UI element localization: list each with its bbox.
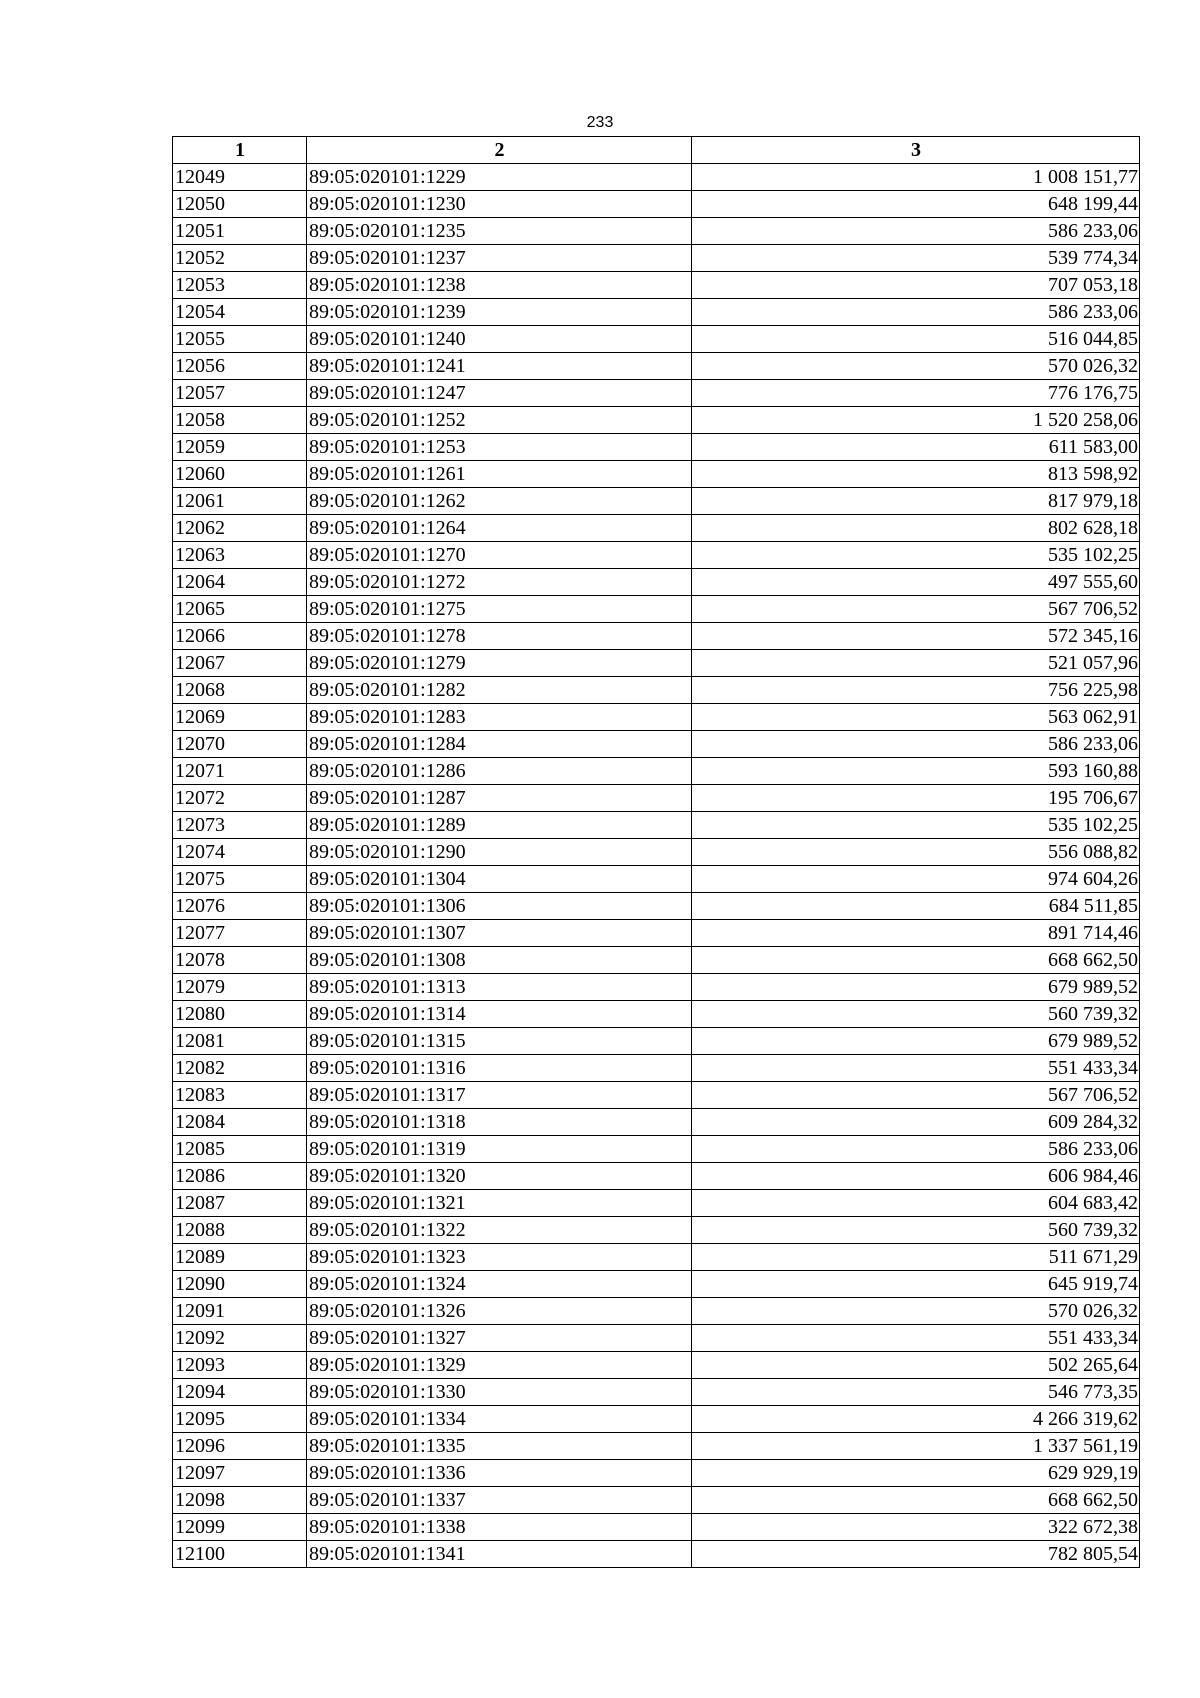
cadastral-number-cell: 89:05:020101:1289 bbox=[307, 812, 692, 839]
cadastral-value-cell: 563 062,91 bbox=[692, 704, 1140, 731]
row-number-cell: 12085 bbox=[173, 1136, 307, 1163]
cadastral-value-cell: 891 714,46 bbox=[692, 920, 1140, 947]
cadastral-value-cell: 782 805,54 bbox=[692, 1541, 1140, 1568]
cadastral-value-cell: 539 774,34 bbox=[692, 245, 1140, 272]
cadastral-value-cell: 556 088,82 bbox=[692, 839, 1140, 866]
table-row bbox=[173, 191, 1140, 218]
cadastral-value-cell: 606 984,46 bbox=[692, 1163, 1140, 1190]
table-row bbox=[173, 218, 1140, 245]
cadastral-value-cell: 684 511,85 bbox=[692, 893, 1140, 920]
table-header bbox=[173, 137, 1140, 164]
table-row bbox=[173, 731, 1140, 758]
cadastral-value-cell: 679 989,52 bbox=[692, 1028, 1140, 1055]
table-row bbox=[173, 758, 1140, 785]
cadastral-value-cell: 551 433,34 bbox=[692, 1325, 1140, 1352]
cadastral-number-cell: 89:05:020101:1318 bbox=[307, 1109, 692, 1136]
row-number-cell: 12054 bbox=[173, 299, 307, 326]
table-row bbox=[173, 1136, 1140, 1163]
table-row bbox=[173, 866, 1140, 893]
table-row bbox=[173, 1352, 1140, 1379]
cadastral-number-cell: 89:05:020101:1323 bbox=[307, 1244, 692, 1271]
cadastral-value-cell: 535 102,25 bbox=[692, 812, 1140, 839]
cadastral-number-cell: 89:05:020101:1320 bbox=[307, 1163, 692, 1190]
cadastral-number-cell: 89:05:020101:1334 bbox=[307, 1406, 692, 1433]
cadastral-number-cell: 89:05:020101:1307 bbox=[307, 920, 692, 947]
table-row bbox=[173, 326, 1140, 353]
cadastral-number-cell: 89:05:020101:1237 bbox=[307, 245, 692, 272]
cadastral-number-cell: 89:05:020101:1253 bbox=[307, 434, 692, 461]
table-row bbox=[173, 1163, 1140, 1190]
table-row bbox=[173, 1190, 1140, 1217]
row-number-cell: 12098 bbox=[173, 1487, 307, 1514]
row-number-cell: 12050 bbox=[173, 191, 307, 218]
cadastral-value-cell: 586 233,06 bbox=[692, 731, 1140, 758]
row-number-cell: 12097 bbox=[173, 1460, 307, 1487]
row-number-cell: 12095 bbox=[173, 1406, 307, 1433]
row-number-cell: 12096 bbox=[173, 1433, 307, 1460]
row-number-cell: 12076 bbox=[173, 893, 307, 920]
cadastral-value-cell: 586 233,06 bbox=[692, 218, 1140, 245]
table-row bbox=[173, 272, 1140, 299]
cadastral-number-cell: 89:05:020101:1284 bbox=[307, 731, 692, 758]
row-number-cell: 12072 bbox=[173, 785, 307, 812]
table-row bbox=[173, 623, 1140, 650]
cadastral-number-cell: 89:05:020101:1335 bbox=[307, 1433, 692, 1460]
table-row bbox=[173, 1406, 1140, 1433]
cadastral-value-cell: 609 284,32 bbox=[692, 1109, 1140, 1136]
cadastral-value-cell: 802 628,18 bbox=[692, 515, 1140, 542]
cadastral-number-cell: 89:05:020101:1240 bbox=[307, 326, 692, 353]
cadastral-value-cell: 497 555,60 bbox=[692, 569, 1140, 596]
cadastral-value-cell: 570 026,32 bbox=[692, 1298, 1140, 1325]
row-number-cell: 12074 bbox=[173, 839, 307, 866]
cadastral-value-cell: 551 433,34 bbox=[692, 1055, 1140, 1082]
row-number-cell: 12084 bbox=[173, 1109, 307, 1136]
column-header-3: 3 bbox=[692, 137, 1140, 164]
cadastral-number-cell: 89:05:020101:1338 bbox=[307, 1514, 692, 1541]
row-number-cell: 12067 bbox=[173, 650, 307, 677]
table-row bbox=[173, 677, 1140, 704]
table-row bbox=[173, 1298, 1140, 1325]
row-number-cell: 12063 bbox=[173, 542, 307, 569]
row-number-cell: 12082 bbox=[173, 1055, 307, 1082]
cadastral-value-cell: 668 662,50 bbox=[692, 1487, 1140, 1514]
cadastral-value-cell: 645 919,74 bbox=[692, 1271, 1140, 1298]
table-row bbox=[173, 812, 1140, 839]
cadastral-number-cell: 89:05:020101:1275 bbox=[307, 596, 692, 623]
table-row bbox=[173, 1541, 1140, 1568]
table-row bbox=[173, 596, 1140, 623]
cadastral-value-cell: 648 199,44 bbox=[692, 191, 1140, 218]
row-number-cell: 12061 bbox=[173, 488, 307, 515]
table-row bbox=[173, 1379, 1140, 1406]
table-row bbox=[173, 1109, 1140, 1136]
row-number-cell: 12052 bbox=[173, 245, 307, 272]
cadastral-number-cell: 89:05:020101:1329 bbox=[307, 1352, 692, 1379]
cadastral-value-cell: 570 026,32 bbox=[692, 353, 1140, 380]
row-number-cell: 12069 bbox=[173, 704, 307, 731]
row-number-cell: 12068 bbox=[173, 677, 307, 704]
cadastral-value-cell: 974 604,26 bbox=[692, 866, 1140, 893]
table-row bbox=[173, 1055, 1140, 1082]
table-row bbox=[173, 785, 1140, 812]
row-number-cell: 12064 bbox=[173, 569, 307, 596]
cadastral-number-cell: 89:05:020101:1278 bbox=[307, 623, 692, 650]
table-row bbox=[173, 893, 1140, 920]
cadastral-value-cell: 4 266 319,62 bbox=[692, 1406, 1140, 1433]
cadastral-value-cell: 611 583,00 bbox=[692, 434, 1140, 461]
cadastral-value-cell: 1 337 561,19 bbox=[692, 1433, 1140, 1460]
cadastral-number-cell: 89:05:020101:1264 bbox=[307, 515, 692, 542]
cadastral-value-cell: 572 345,16 bbox=[692, 623, 1140, 650]
row-number-cell: 12077 bbox=[173, 920, 307, 947]
cadastral-number-cell: 89:05:020101:1337 bbox=[307, 1487, 692, 1514]
table-row bbox=[173, 1433, 1140, 1460]
cadastral-value-cell: 546 773,35 bbox=[692, 1379, 1140, 1406]
cadastral-number-cell: 89:05:020101:1282 bbox=[307, 677, 692, 704]
row-number-cell: 12073 bbox=[173, 812, 307, 839]
cadastral-number-cell: 89:05:020101:1235 bbox=[307, 218, 692, 245]
cadastral-number-cell: 89:05:020101:1287 bbox=[307, 785, 692, 812]
cadastral-value-cell: 502 265,64 bbox=[692, 1352, 1140, 1379]
cadastral-number-cell: 89:05:020101:1241 bbox=[307, 353, 692, 380]
row-number-cell: 12099 bbox=[173, 1514, 307, 1541]
row-number-cell: 12094 bbox=[173, 1379, 307, 1406]
table-row bbox=[173, 461, 1140, 488]
row-number-cell: 12051 bbox=[173, 218, 307, 245]
row-number-cell: 12049 bbox=[173, 164, 307, 191]
cadastral-value-cell: 1 520 258,06 bbox=[692, 407, 1140, 434]
table-row bbox=[173, 569, 1140, 596]
table-row bbox=[173, 1514, 1140, 1541]
row-number-cell: 12081 bbox=[173, 1028, 307, 1055]
table-row bbox=[173, 1460, 1140, 1487]
cadastral-number-cell: 89:05:020101:1341 bbox=[307, 1541, 692, 1568]
table-row bbox=[173, 920, 1140, 947]
cadastral-number-cell: 89:05:020101:1279 bbox=[307, 650, 692, 677]
cadastral-number-cell: 89:05:020101:1306 bbox=[307, 893, 692, 920]
cadastral-number-cell: 89:05:020101:1322 bbox=[307, 1217, 692, 1244]
cadastral-number-cell: 89:05:020101:1317 bbox=[307, 1082, 692, 1109]
cadastral-number-cell: 89:05:020101:1336 bbox=[307, 1460, 692, 1487]
cadastral-value-cell: 813 598,92 bbox=[692, 461, 1140, 488]
row-number-cell: 12056 bbox=[173, 353, 307, 380]
table-row bbox=[173, 353, 1140, 380]
row-number-cell: 12091 bbox=[173, 1298, 307, 1325]
row-number-cell: 12083 bbox=[173, 1082, 307, 1109]
row-number-cell: 12055 bbox=[173, 326, 307, 353]
cadastral-number-cell: 89:05:020101:1252 bbox=[307, 407, 692, 434]
cadastral-value-table bbox=[172, 136, 1140, 1568]
cadastral-number-cell: 89:05:020101:1330 bbox=[307, 1379, 692, 1406]
cadastral-number-cell: 89:05:020101:1313 bbox=[307, 974, 692, 1001]
table-row bbox=[173, 407, 1140, 434]
table-row bbox=[173, 515, 1140, 542]
cadastral-value-cell: 322 672,38 bbox=[692, 1514, 1140, 1541]
cadastral-value-cell: 776 176,75 bbox=[692, 380, 1140, 407]
cadastral-number-cell: 89:05:020101:1319 bbox=[307, 1136, 692, 1163]
cadastral-number-cell: 89:05:020101:1261 bbox=[307, 461, 692, 488]
cadastral-number-cell: 89:05:020101:1230 bbox=[307, 191, 692, 218]
cadastral-number-cell: 89:05:020101:1239 bbox=[307, 299, 692, 326]
cadastral-value-cell: 604 683,42 bbox=[692, 1190, 1140, 1217]
cadastral-value-cell: 535 102,25 bbox=[692, 542, 1140, 569]
table-row bbox=[173, 164, 1140, 191]
cadastral-number-cell: 89:05:020101:1247 bbox=[307, 380, 692, 407]
cadastral-value-cell: 560 739,32 bbox=[692, 1001, 1140, 1028]
cadastral-value-cell: 586 233,06 bbox=[692, 1136, 1140, 1163]
row-number-cell: 12092 bbox=[173, 1325, 307, 1352]
table-row bbox=[173, 839, 1140, 866]
header-row bbox=[173, 137, 1140, 164]
cadastral-number-cell: 89:05:020101:1316 bbox=[307, 1055, 692, 1082]
table-row bbox=[173, 1217, 1140, 1244]
page-number: 233 bbox=[586, 114, 614, 131]
cadastral-value-cell: 511 671,29 bbox=[692, 1244, 1140, 1271]
cadastral-number-cell: 89:05:020101:1270 bbox=[307, 542, 692, 569]
cadastral-number-cell: 89:05:020101:1326 bbox=[307, 1298, 692, 1325]
cadastral-number-cell: 89:05:020101:1290 bbox=[307, 839, 692, 866]
table-row bbox=[173, 1028, 1140, 1055]
cadastral-number-cell: 89:05:020101:1229 bbox=[307, 164, 692, 191]
row-number-cell: 12062 bbox=[173, 515, 307, 542]
cadastral-number-cell: 89:05:020101:1286 bbox=[307, 758, 692, 785]
row-number-cell: 12053 bbox=[173, 272, 307, 299]
table-row bbox=[173, 650, 1140, 677]
cadastral-value-cell: 560 739,32 bbox=[692, 1217, 1140, 1244]
table-body bbox=[173, 164, 1140, 1568]
row-number-cell: 12071 bbox=[173, 758, 307, 785]
table-row bbox=[173, 434, 1140, 461]
cadastral-number-cell: 89:05:020101:1272 bbox=[307, 569, 692, 596]
table-row bbox=[173, 1271, 1140, 1298]
cadastral-value-cell: 817 979,18 bbox=[692, 488, 1140, 515]
cadastral-value-cell: 195 706,67 bbox=[692, 785, 1140, 812]
row-number-cell: 12089 bbox=[173, 1244, 307, 1271]
row-number-cell: 12093 bbox=[173, 1352, 307, 1379]
table-row bbox=[173, 1244, 1140, 1271]
cadastral-value-cell: 521 057,96 bbox=[692, 650, 1140, 677]
row-number-cell: 12088 bbox=[173, 1217, 307, 1244]
table-row bbox=[173, 542, 1140, 569]
cadastral-number-cell: 89:05:020101:1314 bbox=[307, 1001, 692, 1028]
row-number-cell: 12057 bbox=[173, 380, 307, 407]
row-number-cell: 12078 bbox=[173, 947, 307, 974]
row-number-cell: 12087 bbox=[173, 1190, 307, 1217]
row-number-cell: 12100 bbox=[173, 1541, 307, 1568]
table-row bbox=[173, 245, 1140, 272]
table-row bbox=[173, 380, 1140, 407]
cadastral-value-cell: 567 706,52 bbox=[692, 596, 1140, 623]
cadastral-number-cell: 89:05:020101:1321 bbox=[307, 1190, 692, 1217]
cadastral-number-cell: 89:05:020101:1304 bbox=[307, 866, 692, 893]
table-row bbox=[173, 488, 1140, 515]
row-number-cell: 12090 bbox=[173, 1271, 307, 1298]
cadastral-value-cell: 593 160,88 bbox=[692, 758, 1140, 785]
row-number-cell: 12079 bbox=[173, 974, 307, 1001]
column-header-1: 1 bbox=[173, 137, 307, 164]
table-row bbox=[173, 974, 1140, 1001]
cadastral-number-cell: 89:05:020101:1327 bbox=[307, 1325, 692, 1352]
cadastral-value-cell: 1 008 151,77 bbox=[692, 164, 1140, 191]
table-row bbox=[173, 299, 1140, 326]
cadastral-number-cell: 89:05:020101:1308 bbox=[307, 947, 692, 974]
cadastral-number-cell: 89:05:020101:1315 bbox=[307, 1028, 692, 1055]
cadastral-value-cell: 629 929,19 bbox=[692, 1460, 1140, 1487]
cadastral-number-cell: 89:05:020101:1238 bbox=[307, 272, 692, 299]
table-row bbox=[173, 704, 1140, 731]
cadastral-value-cell: 679 989,52 bbox=[692, 974, 1140, 1001]
cadastral-value-cell: 567 706,52 bbox=[692, 1082, 1140, 1109]
table-row bbox=[173, 1001, 1140, 1028]
row-number-cell: 12086 bbox=[173, 1163, 307, 1190]
column-header-2: 2 bbox=[307, 137, 692, 164]
row-number-cell: 12060 bbox=[173, 461, 307, 488]
table-row bbox=[173, 1325, 1140, 1352]
row-number-cell: 12059 bbox=[173, 434, 307, 461]
cadastral-number-cell: 89:05:020101:1324 bbox=[307, 1271, 692, 1298]
cadastral-value-cell: 668 662,50 bbox=[692, 947, 1140, 974]
row-number-cell: 12080 bbox=[173, 1001, 307, 1028]
table-row bbox=[173, 1082, 1140, 1109]
cadastral-value-cell: 707 053,18 bbox=[692, 272, 1140, 299]
table-row bbox=[173, 1487, 1140, 1514]
row-number-cell: 12075 bbox=[173, 866, 307, 893]
cadastral-value-cell: 756 225,98 bbox=[692, 677, 1140, 704]
cadastral-number-cell: 89:05:020101:1262 bbox=[307, 488, 692, 515]
row-number-cell: 12066 bbox=[173, 623, 307, 650]
cadastral-value-cell: 516 044,85 bbox=[692, 326, 1140, 353]
row-number-cell: 12058 bbox=[173, 407, 307, 434]
table-row bbox=[173, 947, 1140, 974]
row-number-cell: 12065 bbox=[173, 596, 307, 623]
row-number-cell: 12070 bbox=[173, 731, 307, 758]
cadastral-number-cell: 89:05:020101:1283 bbox=[307, 704, 692, 731]
cadastral-value-cell: 586 233,06 bbox=[692, 299, 1140, 326]
